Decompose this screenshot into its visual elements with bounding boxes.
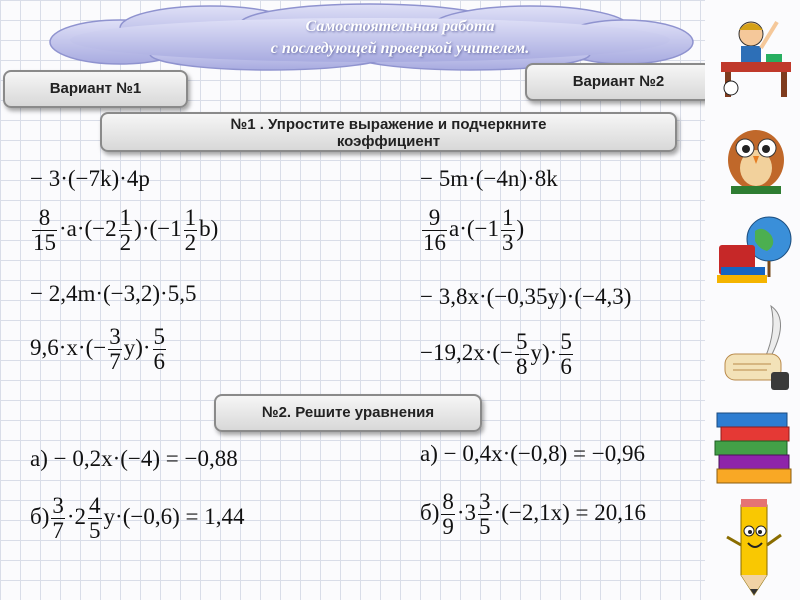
fraction: $\frac{3}{7}$: [52, 493, 64, 543]
fraction: $\frac{8}{9}$: [442, 489, 454, 539]
fraction: $\frac{1}{2}$: [119, 205, 132, 255]
decorative-sidebar: [705, 0, 800, 600]
fraction: $\frac{5}{8}$: [516, 329, 528, 379]
v2-expression-2: $\frac{9}{16}$ a·(−1 $\frac{1}{3}$ ): [423, 205, 525, 255]
task-1-title: [100, 112, 677, 152]
task-2-title: №2. Решите уравнения: [214, 394, 482, 432]
v2-expression-1: − 5m·(−4n)·8k: [420, 166, 558, 191]
fraction: $\frac{1}{3}$: [502, 205, 514, 255]
v1-expression-4: 9,6·x·(− $\frac{3}{7}$ y)· $\frac{5}{6}$: [30, 324, 166, 374]
pencil-character-icon: [711, 495, 800, 600]
globe-and-books-icon: [711, 205, 800, 295]
variant-2-label: Вариант №2: [525, 63, 712, 101]
header-line-1: Самостоятельная работа: [305, 18, 495, 35]
fraction: $\frac{3}{5}$: [479, 489, 491, 539]
fraction: $\frac{5}{6}$: [560, 329, 572, 379]
v2-expression-3: − 3,8x·(−0,35y)·(−4,3): [420, 284, 632, 309]
variant-1-label: Вариант №1: [3, 70, 188, 108]
fraction: $\frac{1}{2}$: [184, 205, 197, 255]
fraction: $\frac{3}{7}$: [109, 324, 121, 374]
v2-equation-b: б) $\frac{8}{9}$ ·3 $\frac{3}{5}$ ·(−2,1x) = 20,16: [420, 489, 646, 539]
v2-expression-4: −19,2x·(− $\frac{5}{8}$ y)· $\frac{5}{6}$: [420, 329, 572, 379]
v1-expression-2: $\frac{8}{15}$ ·a·(−2 $\frac{1}{2}$ )·(−1 $\frac{1}{2}$ b): [33, 205, 219, 255]
fraction: $\frac{8}{15}$: [33, 205, 56, 255]
v1-equation-a: а) − 0,2x·(−4) = −0,88: [30, 446, 238, 471]
fraction: $\frac{5}{6}$: [153, 324, 166, 374]
quill-and-scroll-icon: [711, 300, 800, 400]
book-stack-icon: [711, 405, 800, 490]
fraction: $\frac{4}{5}$: [89, 493, 101, 543]
v1-equation-b: б) $\frac{3}{7}$ ·2 $\frac{4}{5}$ y·(−0,6) = 1,44: [30, 493, 245, 543]
v1-expression-1: − 3·(−7k)·4p: [30, 166, 150, 191]
task-1-title-line-2: коэффициент: [336, 133, 441, 150]
v2-equation-a: а) − 0,4x·(−0,8) = −0,96: [420, 441, 645, 466]
task-1-title-line-1: №1 . Упростите выражение и подчеркните: [230, 116, 547, 133]
v1-expression-3: − 2,4m·(−3,2)·5,5: [30, 281, 197, 306]
header-line-2: с последующей проверкой учителем.: [270, 40, 530, 57]
owl-icon: [711, 110, 800, 200]
schoolboy-at-desk-icon: [711, 2, 800, 102]
fraction: $\frac{9}{16}$: [423, 205, 446, 255]
